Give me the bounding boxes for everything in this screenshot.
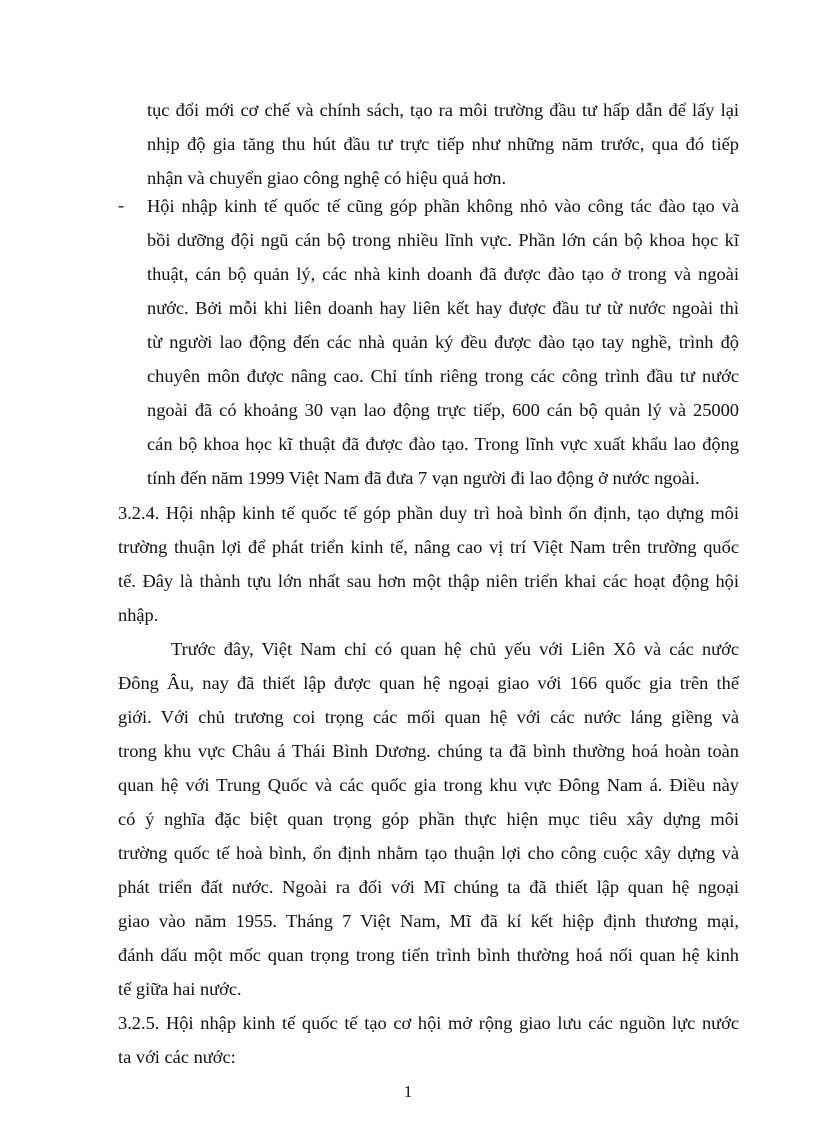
text-line: cán bộ khoa học kĩ thuật đã được đào tạo. Trong lĩnh vực xuất khẩu lao động	[147, 434, 739, 454]
text-line: tục đổi mới cơ chế và chính sách, tạo ra môi trường đầu tư hấp dẫn để lấy lại	[147, 100, 739, 120]
text-line: 3.2.4. Hội nhập kinh tế quốc tế góp phần duy trì hoà bình ổn định, tạo dựng môi	[118, 503, 739, 523]
page-number: 1	[403, 1082, 413, 1101]
text-line: có ý nghĩa đặc biệt quan trọng góp phần thực hiện mục tiêu xây dựng môi	[118, 809, 739, 829]
text-line: ngoài đã có khoảng 30 vạn lao động trực tiếp, 600 cán bộ quản lý và 25000	[147, 400, 739, 420]
text-line: bồi dưỡng đội ngũ cán bộ trong nhiều lĩnh vực. Phần lớn cán bộ khoa học kĩ	[147, 230, 739, 250]
text-line: Đông Âu, nay đã thiết lập được quan hệ ngoại giao với 166 quốc gia trên thế	[118, 673, 739, 693]
text-line: tế. Đây là thành tựu lớn nhất sau hơn một thập niên triển khai các hoạt động hội	[118, 571, 739, 591]
text-line: chuyên môn được nâng cao. Chỉ tính riêng trong các công trình đầu tư nước	[147, 366, 739, 386]
text-line: quan hệ với Trung Quốc và các quốc gia trong khu vực Đông Nam á. Điều này	[118, 775, 739, 795]
text-line: nhịp độ gia tăng thu hút đầu tư trực tiếp như những năm trước, qua đó tiếp	[147, 134, 739, 154]
text-line: từ người lao động đến các nhà quản ký đều được đào tạo tay nghề, trình độ	[147, 332, 739, 352]
text-line: trong khu vực Châu á Thái Bình Dương. chúng ta đã bình thường hoá hoàn toàn	[118, 741, 739, 761]
text-line: nước. Bởi mỗi khi liên doanh hay liên kết hay được đầu tư từ nước ngoài thì	[147, 298, 739, 318]
text-line: tính đến năm 1999 Việt Nam đã đưa 7 vạn người đi lao động ở nước ngoài.	[147, 468, 700, 488]
text-line: 3.2.5. Hội nhập kinh tế quốc tế tạo cơ hội mở rộng giao lưu các nguồn lực nước	[118, 1013, 739, 1033]
bullet-marker: -	[118, 195, 125, 215]
text-line: trường thuận lợi để phát triển kinh tế, nâng cao vị trí Việt Nam trên trường quốc	[118, 537, 739, 557]
text-line: trường quốc tế hoà bình, ổn định nhằm tạo thuận lợi cho công cuộc xây dựng và	[118, 843, 739, 863]
text-line: phát triển đất nước. Ngoài ra đối với Mĩ chúng ta đã thiết lập quan hệ ngoại	[118, 877, 739, 897]
text-line: đánh dấu một mốc quan trọng trong tiến trình bình thường hoá nối quan hệ kinh	[118, 945, 739, 965]
text-line: thuật, cán bộ quản lý, các nhà kinh doanh đã được đào tạo ở trong và ngoài	[147, 264, 739, 284]
text-line: giao vào năm 1955. Tháng 7 Việt Nam, Mĩ đã kí kết hiệp định thương mại,	[118, 911, 739, 931]
text-line: nhận và chuyển giao công nghệ có hiệu quả hơn.	[147, 168, 507, 188]
text-line: nhập.	[118, 605, 159, 625]
text-line: Hội nhập kinh tế quốc tế cũng góp phần không nhỏ vào công tác đào tạo và	[147, 196, 739, 216]
text-line: ta với các nước:	[118, 1047, 236, 1067]
text-line: Trước đây, Việt Nam chỉ có quan hệ chủ yếu với Liên Xô và các nước	[171, 639, 739, 659]
text-line: giới. Với chủ trương coi trọng các mối quan hệ với các nước láng giềng và	[118, 707, 739, 727]
text-line: tế giữa hai nước.	[118, 979, 242, 999]
